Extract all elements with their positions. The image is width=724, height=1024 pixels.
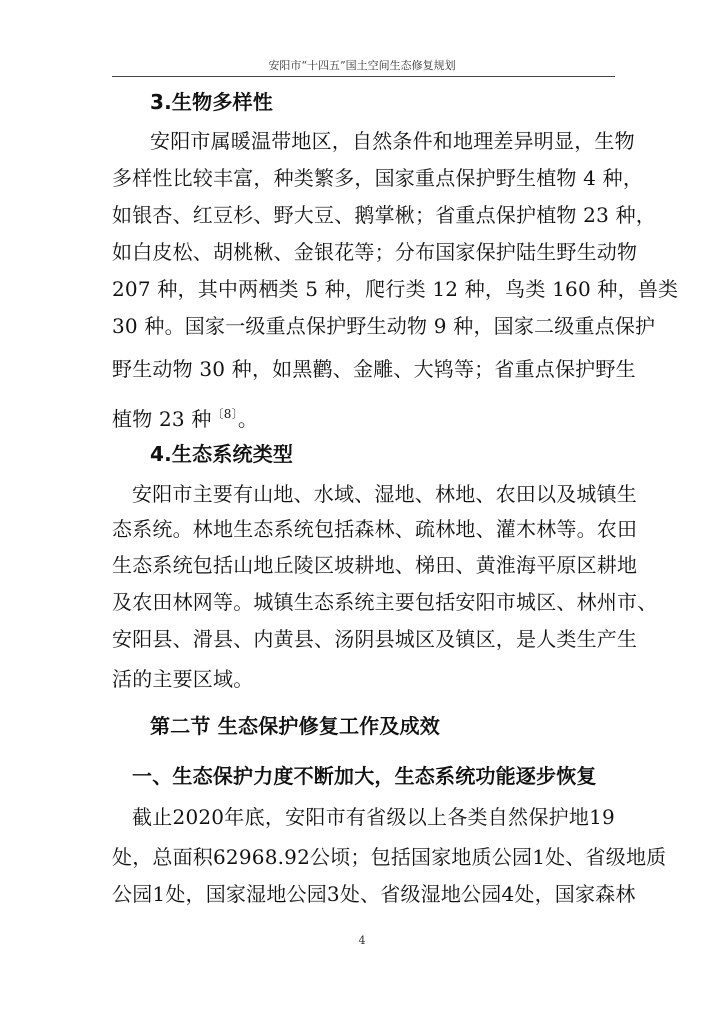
- paragraph-line: 处，总面积62968.92公顷；包括国家地质公园1处、省级地质: [112, 845, 667, 869]
- subsection-heading: 一、生态保护力度不断加大，生态系统功能逐步恢复: [132, 764, 597, 788]
- paragraph-line: 安阳市属暖温带地区，自然条件和地理差异明显，生物: [150, 129, 635, 153]
- paragraph-line: 207 种，其中两栖类 5 种，爬行类 12 种，鸟类 160 种，兽类: [112, 277, 679, 301]
- page-number: 4: [358, 934, 366, 947]
- paragraph-line: 安阳县、滑县、内黄县、汤阴县城区及镇区，是人类生产生: [112, 627, 638, 651]
- paragraph-line: 生态系统包括山地丘陵区坡耕地、梯田、黄淮海平原区耕地: [112, 553, 638, 577]
- chapter-section-heading: 第二节 生态保护修复工作及成效: [150, 714, 440, 738]
- paragraph-line: 安阳市主要有山地、水域、湿地、林地、农田以及城镇生: [132, 482, 637, 506]
- paragraph-line: 态系统。林地生态系统包括森林、疏林地、灌木林等。农田: [112, 517, 638, 541]
- paragraph-line: 及农田林网等。城镇生态系统主要包括安阳市城区、林州市、: [112, 590, 658, 614]
- paragraph-line: 如银杏、红豆杉、野大豆、鹅掌楸；省重点保护植物 23 种，: [112, 203, 656, 227]
- paragraph-line: 截止2020年底，安阳市有省级以上各类自然保护地19: [132, 805, 615, 829]
- paragraph-line: 活的主要区域。: [112, 667, 254, 691]
- citation-ref: 〔8〕: [211, 407, 238, 421]
- text-run: 。: [237, 407, 259, 431]
- running-header: 安阳市“十四五”国土空间生态修复规划: [268, 59, 456, 72]
- section-heading: 4.生态系统类型: [150, 442, 294, 466]
- text-run: 植物 23 种: [112, 407, 212, 431]
- section-heading: 3.生物多样性: [150, 90, 273, 114]
- paragraph-line-last: [112, 402, 615, 431]
- paragraph-line: 如白皮松、胡桃楸、金银花等；分布国家保护陆生野生动物: [112, 240, 638, 264]
- paragraph-line: 公园1处，国家湿地公园3处、省级湿地公园4处，国家森林: [112, 882, 636, 906]
- paragraph-line: 野生动物 30 种，如黑鹳、金雕、大鸨等；省重点保护野生: [112, 357, 636, 381]
- paragraph-line: 30 种。国家一级重点保护野生动物 9 种，国家二级重点保护: [112, 314, 656, 338]
- paragraph-line: 多样性比较丰富，种类繁多，国家重点保护野生植物 4 种，: [112, 166, 644, 190]
- header-rule: [112, 76, 615, 77]
